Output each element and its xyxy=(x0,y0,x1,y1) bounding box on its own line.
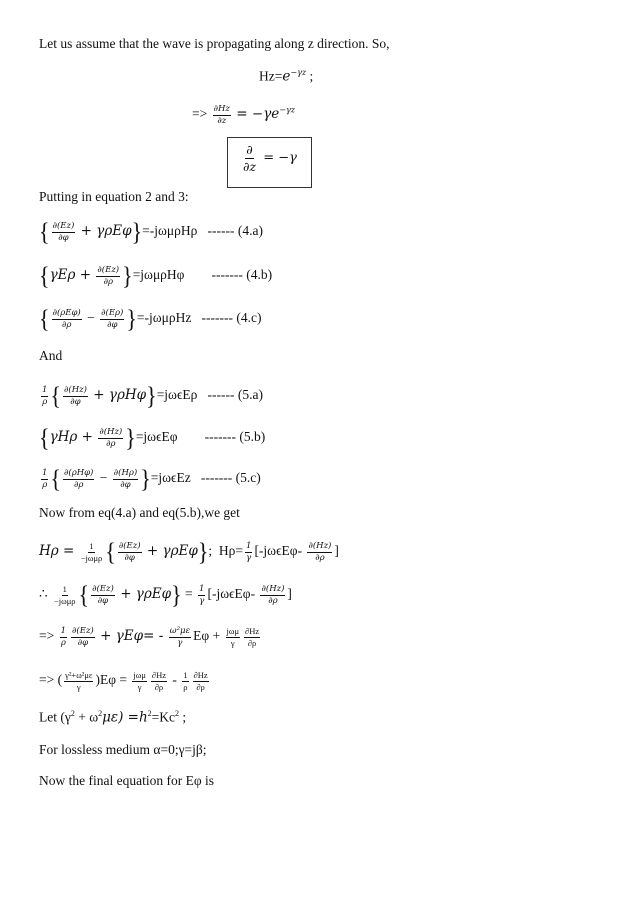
tag-4b: ------- (4.b) xyxy=(211,267,273,283)
equation-4b: {γEρ + $\frac{\partial(Ez)}{\partial\rho}$ }=jωμρHφ ------- (4.b) xyxy=(39,261,273,290)
and-text: And xyxy=(39,348,63,363)
final-equation-text: Now the final equation for Eφ is xyxy=(39,773,214,788)
equation-4a: { $\frac{\partial(Ez)}{\partial\varphi}$ + γρEφ}=-jωμρHρ ------ (4.a) xyxy=(39,217,263,246)
tag-4c: ------- (4.c) xyxy=(201,310,262,326)
equation-5b: {γHρ + $\frac{\partial(Hz)}{\partial\rho}$ }=jωϵEφ ------- (5.b) xyxy=(39,423,266,452)
equation-4c: { $\frac{\text{∂(ρEφ)}}{\partial\rho}$ − $\frac{\partial(E\rho)}{\partial\varphi}$ }=-jωμρHz ------- (4.c) xyxy=(39,304,262,333)
therefore-equation: ∴ $\frac{1}{\text{−jωμρ}}$ { $\frac{\partial(Ez)}{\partial\varphi}$ + γρEφ} = $\frac{1}{\gamma}$ [-jωϵEφ- $\frac{\partial(Hz)}{\partial\rho}$ ] xyxy=(39,580,292,609)
tag-4a: ------ (4.a) xyxy=(207,223,263,239)
let-equation: Let $(\gamma^2 + \omega^2\mu\varepsilon) =h^2=Kc^2$ ; xyxy=(39,709,187,726)
tag-5c: ------- (5.c) xyxy=(200,470,261,486)
boxed-operator-result: $\frac{\partial}{\partial z}$ = −γ xyxy=(227,137,312,188)
now-from-text: Now from eq(4.a) and eq(5.b),we get xyxy=(39,505,240,520)
tag-5b: ------- (5.b) xyxy=(204,429,266,445)
putting-text: Putting in equation 2 and 3: xyxy=(39,189,189,204)
equation-5c: $\frac{1}{\rho}$ { $\frac{\text{∂(ρHφ)}}{\partial\rho}$ − $\frac{\partial(H\rho)}{\partial\varphi}$ }=jωϵEz ------- (5.c) xyxy=(42,464,261,493)
tag-5a: ------ (5.a) xyxy=(207,387,263,403)
lossless-text: For lossless medium α=0;γ=jβ; xyxy=(39,742,207,757)
h-rho-equation: Hρ = $\frac{1}{\text{−jωμρ}}$ { $\frac{\partial(Ez)}{\partial\varphi}$ + γρEφ}; Hρ= $\frac{1}{\gamma}$ [-jωϵEφ- $\frac{\partial(Hz)}{\partial\rho}$ ] xyxy=(39,537,339,566)
intro-text: Let us assume that the wave is propagating along z direction. So, xyxy=(39,36,390,51)
derivative-equation: => $\frac{\partial Hz}{\partial z}$ = $-\gamma e^{-\gamma z}$ xyxy=(192,104,295,126)
hz-equation: $Hz=e^{-\gamma z}$ ; xyxy=(259,68,314,85)
implication-equation-1: => $\frac{1}{\rho}$ $\frac{\partial(Ez)}{\partial\varphi}$ + γEφ= - $\frac{\text{ω²με}}{\gamma}$ Eφ + $\frac{\text{jωμ}}{\gamma}$ $\frac{\partial Hz}{\partial\rho}$ xyxy=(39,626,260,648)
implication-equation-2: => ( $\frac{\text{γ²+ω²με}}{\gamma}$ )Eφ = $\frac{\text{jωμ}}{\gamma}$ $\frac{\partial Hz}{\partial\rho}$ - $\frac{1}{\rho}$ $\frac{\partial Hz}{\partial\rho}$ xyxy=(39,670,208,692)
equation-5a: $\frac{1}{\rho}$ { $\frac{\partial(Hz)}{\partial\varphi}$ + γρHφ}=jωϵEρ ------ (5.a) xyxy=(42,381,263,410)
